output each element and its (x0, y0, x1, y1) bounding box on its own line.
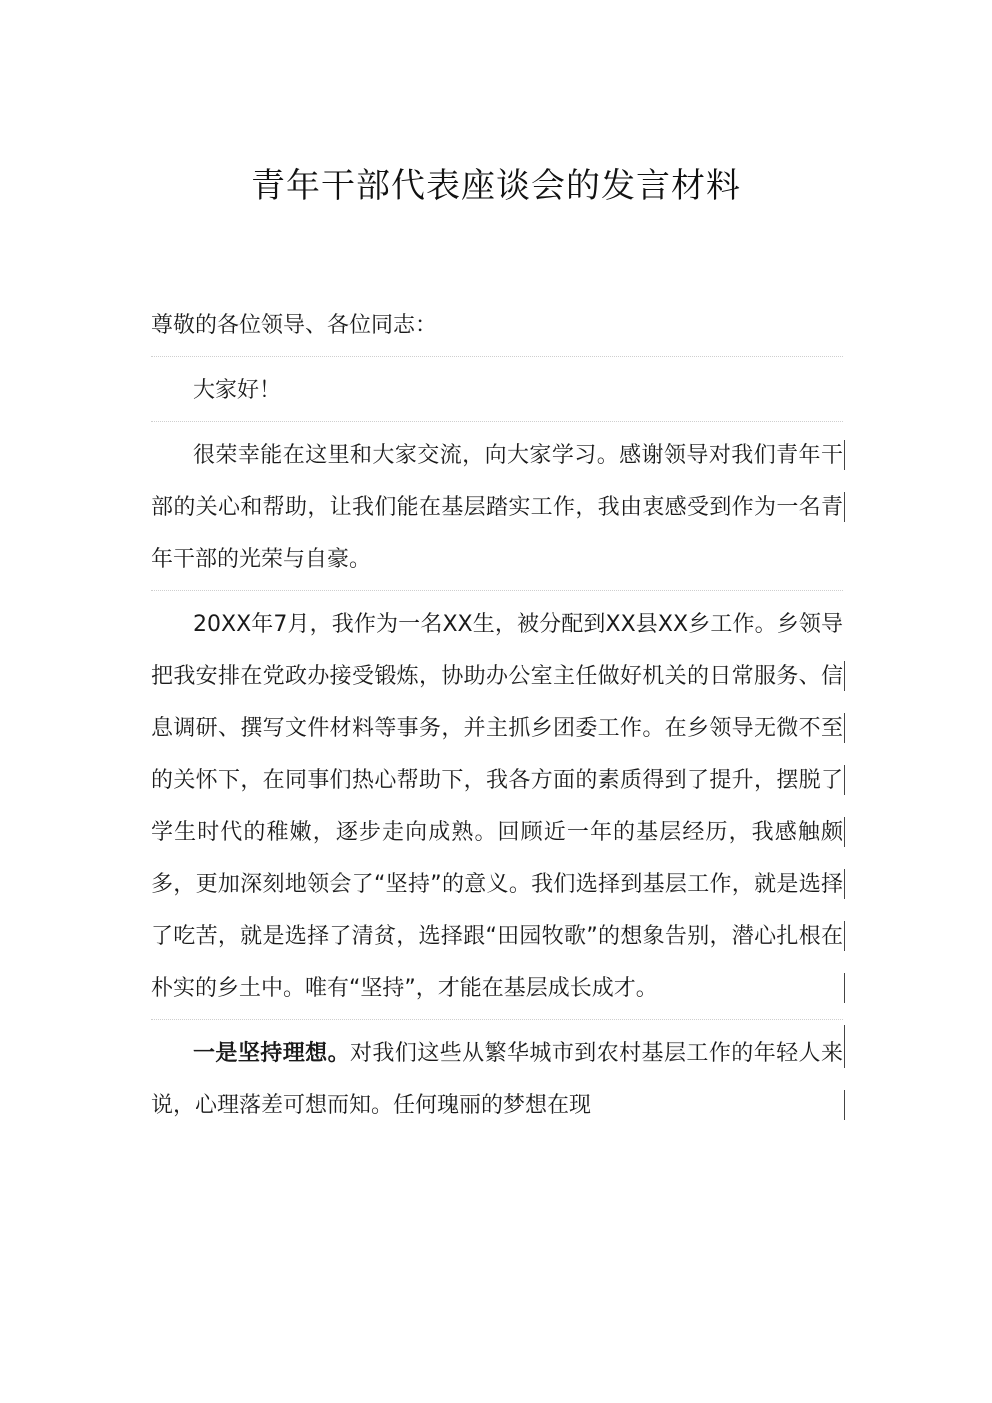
document-body (151, 300, 843, 1144)
paragraph-3-heading: 一是坚持理想。 (193, 1041, 350, 1066)
paragraph-1 (151, 430, 843, 591)
paragraph-3-text: 对我们这些从繁华城市到农村基层工作的年轻人来说，心理落差可想而知。任何瑰丽的梦想在现 (151, 1041, 843, 1118)
margin-bar (844, 817, 845, 847)
margin-bar (844, 869, 845, 899)
margin-bar (844, 713, 845, 743)
margin-bar (844, 440, 845, 470)
salutation: 尊敬的各位领导、各位同志： (151, 300, 843, 357)
margin-bar (844, 661, 845, 691)
margin-bar (844, 1038, 845, 1068)
paragraph-2 (151, 599, 843, 1020)
greeting: 大家好！ (151, 365, 843, 422)
margin-bar (844, 765, 845, 795)
margin-bar (844, 973, 845, 1003)
margin-bar (844, 492, 845, 522)
document-title: 青年干部代表座谈会的发言材料 (251, 166, 741, 206)
paragraph-3 (151, 1028, 843, 1136)
margin-bar (844, 921, 845, 951)
paragraph-1-text: 很荣幸能在这里和大家交流，向大家学习。感谢领导对我们青年干部的关心和帮助，让我们能在基层踏实工作，我由衷感受到作为一名青年干部的光荣与自豪。 (151, 443, 843, 572)
margin-bar (844, 1090, 845, 1120)
paragraph-2-text: 20XX年7月，我作为一名XX生，被分配到XX县XX乡工作。乡领导把我安排在党政办接受锻炼，协助办公室主任做好机关的日常服务、信息调研、撰写文件材料等事务，并主抓乡团委工作。在乡领导无微不至的关怀下，在同事们热心帮助下，我各方面的素质得到了提升，摆脱了学生时代的稚嫩，逐步走向成熟。回顾近一年的基层经历，我感触颇多，更加深刻地领会了“坚持”的意义。我们选择到基层工作，就是选择了吃苦，就是选择了清贫，选择跟“田园牧歌”的想象告别，潜心扎根在朴实的乡土中。唯有“坚持”，才能在基层成长成才。 (151, 612, 843, 1001)
